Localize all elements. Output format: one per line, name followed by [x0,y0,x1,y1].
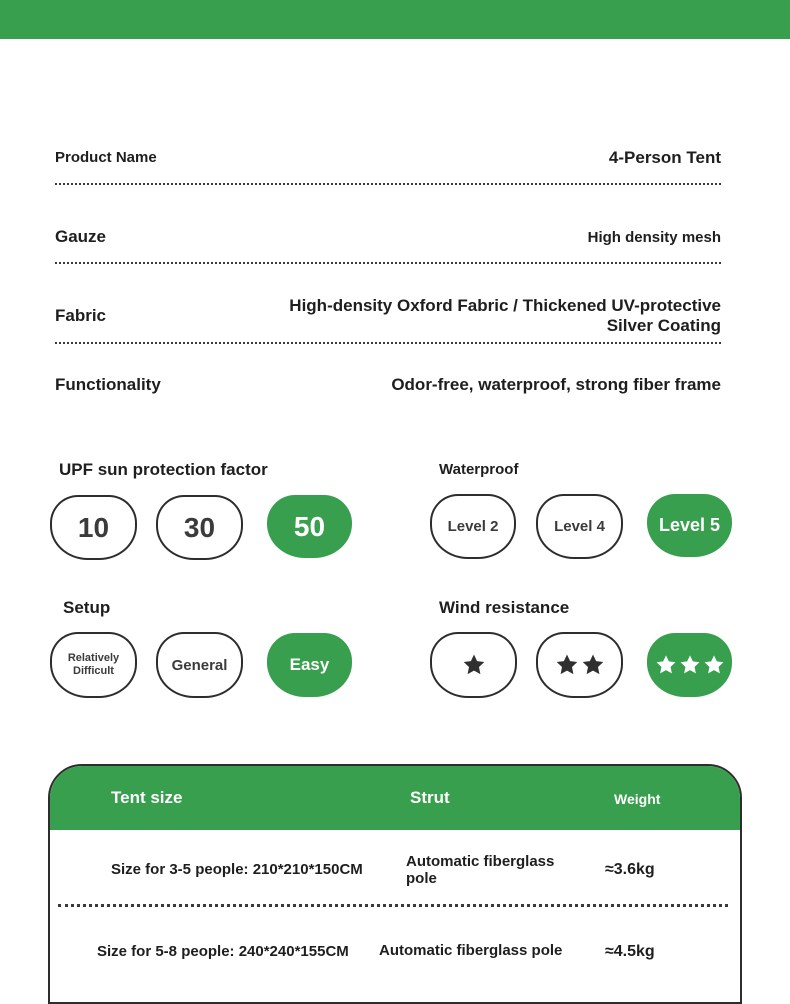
strut-line: Automatic fiberglass [406,853,555,870]
setup-title: Setup [63,598,111,617]
upf-option-selected: 50 [267,495,352,558]
divider [55,342,721,344]
divider [55,262,721,264]
waterproof-option: Level 4 [536,494,623,559]
upf-title: UPF sun protection factor [59,460,268,479]
wind-option-2-star [536,632,623,698]
setup-option: General [156,632,243,698]
header-strut: Strut [410,788,450,807]
spec-value: High density mesh [587,229,721,246]
spec-value: Odor-free, waterproof, strong fiber frame [391,375,721,394]
setup-option-selected: Easy [267,633,352,697]
header-weight: Weight [614,791,661,807]
top-banner [0,0,790,39]
header-tent-size: Tent size [111,788,183,807]
divider [55,183,721,185]
spec-row-functionality [55,375,721,397]
spec-label: Fabric [55,306,107,325]
star-icon [555,653,579,677]
row-2-weight: ≈4.5kg [605,943,655,960]
spec-row-fabric [55,296,721,340]
wind-title: Wind resistance [439,598,570,617]
spec-row-product-name [55,147,721,169]
spec-table [48,764,742,1004]
spec-value: 4-Person Tent [608,148,721,167]
row-1-size: Size for 3-5 people: 210*210*150CM [111,861,363,878]
spec-label: Gauze [55,227,107,246]
star-icon [703,654,725,676]
spec-label: Functionality [55,375,161,394]
star-icon [462,653,486,677]
setup-option [50,632,137,698]
row-2-strut: Automatic fiberglass pole [379,942,563,959]
row-1-weight: ≈3.6kg [605,861,655,878]
table-row-divider [58,904,728,907]
waterproof-title: Waterproof [439,461,519,478]
star-icon [581,653,605,677]
wind-option-1-star [430,632,517,698]
waterproof-option-selected: Level 5 [647,494,732,557]
row-1-strut [406,853,554,887]
upf-option: 10 [50,495,137,560]
setup-option-line: Relatively [67,652,120,664]
spec-row-gauze [55,227,721,249]
star-icon [655,654,677,676]
table-header [50,766,740,830]
waterproof-option: Level 2 [430,494,516,559]
spec-value [289,296,721,336]
spec-label: Product Name [55,149,157,166]
upf-option: 30 [156,495,243,560]
setup-option-line: Difficult [73,665,114,677]
spec-value-line: High-density Oxford Fabric / Thickened UV-protective [289,296,721,315]
row-2-size: Size for 5-8 people: 240*240*155CM [97,943,349,960]
star-icon [679,654,701,676]
strut-line: pole [406,870,437,887]
wind-option-3-star-selected [647,633,732,697]
spec-value-line: Silver Coating [606,316,721,335]
